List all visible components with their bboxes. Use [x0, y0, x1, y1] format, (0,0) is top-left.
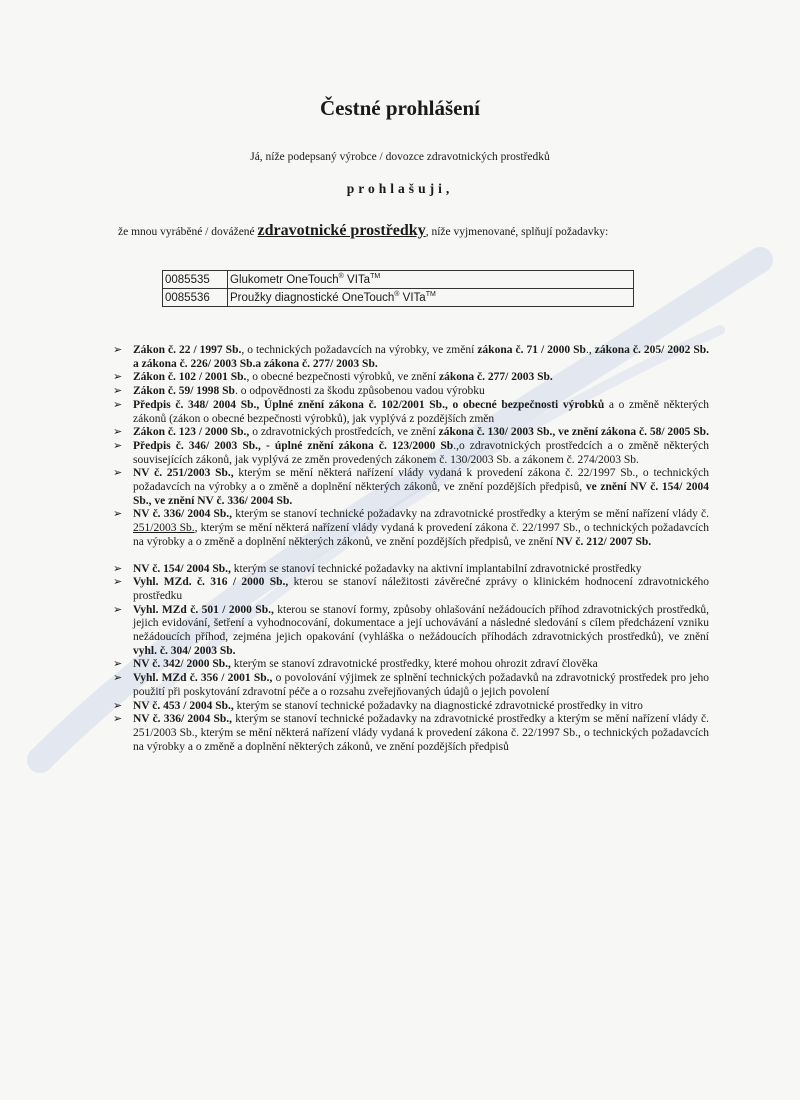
table-row	[163, 289, 634, 307]
regulation-reference: vyhl. č. 304/ 2003 Sb.	[133, 644, 236, 657]
regulation-reference: Vyhl. MZd č. 356 / 2001 Sb.,	[133, 672, 273, 685]
intro-after: , níže vyjmenované, splňují požadavky:	[425, 226, 609, 238]
product-name	[228, 289, 634, 307]
regulation-text: kterým se stanoví technické požadavky na zdravotnické prostředky a kterým se mění nařízení vlády č. 251/2003 Sb., kterým se mění některá nařízení vlády vydaná k provedení zákona č. 22/1997 Sb., o technických požadavcích na výrobky a o změně a doplnění některých zákonů, ve znění pozdějších předpisů	[133, 713, 709, 753]
product-model: VITa	[399, 291, 426, 304]
trademark: TM	[370, 273, 381, 281]
regulation-reference: NV č. 453 / 2004 Sb.,	[133, 699, 234, 712]
regulation-text: , o obecné bezpečnosti výrobků, ve znění	[246, 371, 439, 384]
table-row	[163, 271, 634, 289]
list-item	[113, 713, 709, 754]
regulation-reference: NV č. 154/ 2004 Sb.,	[133, 562, 231, 575]
regulation-text: kterým se stanoví zdravotnické prostředky, které mohou ohrozit zdraví člověka	[230, 658, 598, 671]
registered-mark: ®	[338, 273, 344, 281]
arrow-bullet-icon: ➢	[113, 562, 123, 575]
product-code: 0085536	[163, 289, 228, 307]
arrow-bullet-icon: ➢	[113, 344, 123, 356]
regulation-text: kterým se stanoví technické požadavky na zdravotnické prostředky a kterým se mění nařízení vlády č.	[232, 508, 709, 521]
arrow-bullet-icon: ➢	[113, 385, 123, 398]
regulation-reference: zákona č. 277/ 2003 Sb.	[439, 371, 553, 384]
list-item	[113, 371, 709, 385]
product-code: 0085535	[163, 271, 228, 289]
list-item	[113, 576, 709, 603]
intro-before: že mnou vyráběné / dovážené	[118, 226, 258, 238]
list-item	[113, 604, 709, 659]
arrow-bullet-icon: ➢	[113, 713, 123, 726]
regulation-text: kterou se stanoví náležitosti závěrečné zprávy o klinickém hodnocení zdravotnického prostředku	[133, 576, 709, 602]
list-item	[113, 399, 709, 426]
arrow-bullet-icon: ➢	[113, 672, 123, 685]
list-item	[113, 658, 709, 672]
regulation-text: kterým se mění některá nařízení vlády vydaná k provedení zákona č. 22/1997 Sb., o technických požadavcích na výrobky a o změně a doplnění některých zákonů, ve znění pozdějších předpisů,	[133, 467, 709, 494]
list-item	[113, 344, 709, 371]
regulation-text: 251/2003 Sb.	[133, 522, 195, 535]
arrow-bullet-icon: ➢	[113, 508, 123, 521]
regulation-text: , o technických požadavcích na výrobky, ve změní	[241, 344, 478, 356]
arrow-bullet-icon: ➢	[113, 603, 123, 616]
regulation-reference: Zákon č. 123 / 2000 Sb.,	[133, 426, 250, 439]
declaration: prohlašuji,	[346, 181, 454, 196]
arrow-bullet-icon: ➢	[113, 439, 123, 452]
list-item	[113, 672, 709, 699]
regulation-reference: ve znění NV č. 154/ 2004 Sb., ve znění NV č. 336/ 2004 Sb.	[133, 481, 709, 507]
list-item	[113, 700, 709, 714]
arrow-bullet-icon: ➢	[113, 426, 123, 439]
intro-text	[118, 222, 608, 240]
regulation-reference: Vyhl. MZd. č. 316 / 2000 Sb.,	[133, 576, 289, 589]
arrow-bullet-icon: ➢	[113, 576, 123, 589]
product-name	[228, 271, 634, 289]
regulation-reference: NV č. 342/ 2000 Sb.,	[133, 658, 231, 671]
regulation-text: .,	[585, 344, 595, 356]
arrow-bullet-icon: ➢	[113, 467, 123, 480]
regulation-reference: NV č. 336/ 2004 Sb.,	[133, 713, 233, 726]
regulation-reference: NV č. 251/2003 Sb.,	[133, 467, 234, 480]
regulation-reference: Vyhl. MZd č. 501 / 2000 Sb.,	[133, 603, 274, 616]
list-item	[113, 440, 709, 467]
registered-mark: ®	[394, 291, 400, 299]
intro-emphasis: zdravotnické prostředky	[257, 222, 426, 239]
regulation-reference: Zákon č. 59/ 1998 Sb	[133, 385, 235, 398]
list-item	[113, 563, 709, 577]
regulation-reference: NV č. 212/ 2007 Sb.	[556, 535, 652, 548]
regulation-text: a o změně některých zákonů (zákon o obecné bezpečnosti výrobků), jak vyplývá z pozdějších změn	[133, 398, 710, 425]
regulation-reference: Zákon č. 102 / 2001 Sb.	[133, 371, 247, 384]
regulation-reference: zákona č. 130/ 2003 Sb., ve znění zákona č. 58/ 2005 Sb.	[438, 426, 709, 439]
arrow-bullet-icon: ➢	[113, 699, 123, 712]
regulation-text: o zdravotnických prostředcích, ve znění	[249, 426, 439, 439]
regulation-text: , kterým se mění některá nařízení vlády vydaná k provedení zákona č. 22/1997 Sb., o technických požadavcích na výrobky a o změně a doplnění některých zákonů, ve znění pozdějších předpisů, ve znění	[133, 522, 710, 548]
list-item	[113, 467, 709, 508]
regulation-reference: zákona č. 205/ 2002 Sb. a zákona č. 226/ 2003 Sb.a zákona č. 277/ 2003 Sb.	[133, 344, 709, 370]
regulation-text: o povolování výjimek ze splnění technických požadavků na zdravotnický prostředek pro jeho použití při poskytování zdravotní péče a o rozsahu zveřejňovaných údajů o jejich povolení	[133, 672, 709, 698]
subtitle: Já, níže podepsaný výrobce / dovozce zdravotnických prostředků	[250, 151, 550, 163]
arrow-bullet-icon: ➢	[113, 398, 123, 411]
list-item	[113, 426, 709, 440]
regulation-text: .,o zdravotnických prostředcích a o změně některých souvisejících zákonů, jak vyplývá ze změn provedených zákonem č. 130/2003 Sb. a zákonem č. 274/2003 Sb.	[133, 439, 709, 466]
regulation-text: kterou se stanoví formy, způsoby ohlašování nežádoucích příhod zdravotnických prostředků, jejich evidování, šetření a vyhodnocování, dokumentace a její uchovávání a následné sledování s cílem předcházení vzniku nežádoucích příhod, zejména jejich opakování (vyhláška o nežádoucích příhodách zdravotnických prostředků), ve znění	[133, 603, 709, 644]
regulation-reference: Zákon č. 22 / 1997 Sb.	[133, 344, 242, 356]
products-table	[162, 270, 634, 307]
regulation-text: kterým se stanoví technické požadavky na aktivní implantabilní zdravotnické prostředky	[230, 562, 642, 575]
page-title: Čestné prohlášení	[319, 96, 481, 120]
list-item	[113, 385, 709, 399]
regulation-reference: Předpis č. 346/ 2003 Sb., - úplné znění zákona č. 123/2000 Sb	[133, 439, 454, 452]
regulation-reference: Předpis č. 348/ 2004 Sb., Úplné znění zákona č. 102/2001 Sb., o obecné bezpečnosti výrobků	[133, 398, 605, 411]
regulations-list	[113, 344, 709, 754]
product-name-text: Glukometr OneTouch	[230, 273, 339, 286]
trademark: TM	[425, 291, 436, 299]
regulation-reference: NV č. 336/ 2004 Sb.,	[133, 508, 233, 521]
product-name-text: Proužky diagnostické OneTouch	[230, 291, 395, 304]
arrow-bullet-icon: ➢	[113, 371, 123, 384]
list-item	[113, 508, 709, 549]
regulation-reference: zákona č. 71 / 2000 Sb	[477, 344, 586, 356]
regulation-text: . o odpovědnosti za škodu způsobenou vadou výrobku	[234, 385, 485, 398]
product-model: VITa	[343, 273, 371, 286]
arrow-bullet-icon: ➢	[113, 658, 123, 671]
regulation-text: kterým se stanoví technické požadavky na diagnostické zdravotnické prostředky in vitro	[233, 699, 643, 712]
